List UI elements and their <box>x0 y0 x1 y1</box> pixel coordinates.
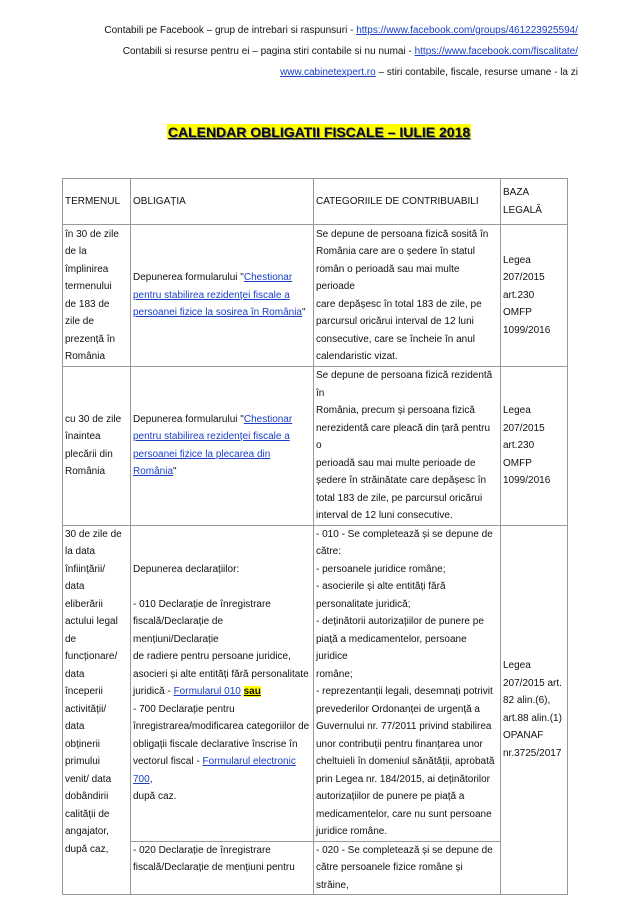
table-row <box>63 841 568 895</box>
cell-line: calendaristic vizat. <box>316 351 398 362</box>
categories-cell <box>314 225 501 367</box>
header-line-facebook-page <box>60 41 578 62</box>
categories-cell <box>314 525 501 841</box>
cell-line: data <box>65 668 85 680</box>
facebook-page-link[interactable]: https://www.facebook.com/fiscalitate/ <box>414 46 578 57</box>
cell-line: perioadă sau mai multe perioade de <box>316 457 476 469</box>
cell-line: dobândirii <box>65 791 109 802</box>
table-row <box>63 525 568 841</box>
form-010-link[interactable]: Formularul 010 <box>173 686 241 697</box>
legal-basis-cell <box>501 525 568 895</box>
term-cell <box>63 367 131 526</box>
cell-line: după caz. <box>133 791 177 802</box>
cell-line: prezență în <box>65 333 116 345</box>
cell-line: Se depune de persoana fizică sosită în <box>316 228 489 240</box>
header-line: LEGALĂ <box>503 204 542 216</box>
cell-line: art.88 alin.(1) <box>503 712 562 724</box>
cell-line: - 010 Declarație de înregistrare <box>133 598 271 610</box>
cell-line: de <box>65 633 77 645</box>
cell-text: juridică - <box>133 686 174 697</box>
cell-line: România <box>65 351 106 362</box>
cell-line: calității de <box>65 808 110 820</box>
cell-line: român o perioadă sau mai multe perioade <box>316 263 460 292</box>
cell-line: - reprezentanții legali, desemnați potrivit <box>316 686 493 697</box>
cell-line: înființării/ <box>65 563 106 575</box>
cell-line: total 183 de zile, pe parcursul oricărui <box>316 492 483 504</box>
cell-line: 82 alin.(6), <box>503 695 551 707</box>
cell-line: termenului <box>65 281 112 292</box>
cell-line: - 700 Declarație pentru <box>133 703 235 715</box>
cell-line: data <box>65 721 85 732</box>
cell-line: la data <box>65 546 96 557</box>
cell-line: piață a medicamentelor, persoane juridice <box>316 633 467 662</box>
cell-line: OMFP <box>503 307 532 319</box>
cell-line: angajator, <box>65 826 109 837</box>
cell-line <box>133 683 311 701</box>
questionnaire-arrival-link[interactable]: Chestionar <box>243 272 293 284</box>
header-text: Contabili pe Facebook – grup de intrebari si raspunsuri - <box>104 25 357 36</box>
cell-line: OPANAF <box>503 730 544 742</box>
questionnaire-departure-link[interactable]: pentru stabilirea rezidenței fiscale a <box>133 431 290 443</box>
header-line-facebook-group <box>60 20 578 41</box>
cell-line: OMFP <box>503 457 532 469</box>
cell-line: zile de <box>65 316 94 327</box>
cell-line: interval de 12 luni consecutive. <box>316 510 453 521</box>
cell-line: - deținătorii autorizațiilor de punere pe <box>316 616 484 627</box>
obligation-cell <box>131 367 314 526</box>
cell-text: , <box>149 773 153 785</box>
page-header <box>60 20 578 83</box>
cell-line: venit/ data <box>65 773 112 785</box>
cell-line: 30 de zile de <box>65 528 122 540</box>
cell-line: - asocierile și alte entități fără <box>316 581 446 592</box>
cell-line: către: <box>316 546 342 557</box>
cell-line: - 010 - Se completează și se depune de <box>316 528 493 540</box>
cell-line: 207/2015 <box>503 422 545 434</box>
cell-line: plecării din <box>65 448 113 460</box>
cell-line: în 30 de zile <box>65 228 119 240</box>
cell-line: autorizațiilor de punere pe piață a <box>316 791 465 802</box>
spacer <box>133 578 311 596</box>
title-text: CALENDAR OBLIGATII FISCALE – IULIE 2018 <box>167 124 471 140</box>
website-link[interactable]: www.cabinetexpert.ro <box>280 67 376 78</box>
cell-line: Guvernului nr. 77/2011 privind stabilirea <box>316 721 492 732</box>
cell-line: 1099/2016 <box>503 475 551 486</box>
cell-line: art.230 <box>503 289 535 301</box>
header-term: TERMENUL <box>63 179 131 225</box>
cell-line: înaintea <box>65 431 101 443</box>
cell-line: de 183 de <box>65 298 110 310</box>
term-cell <box>63 225 131 367</box>
facebook-group-link[interactable]: https://www.facebook.com/groups/461223925594/ <box>356 25 578 36</box>
obligations-table <box>62 178 568 895</box>
categories-cell <box>314 841 501 895</box>
cell-line: România <box>65 466 106 478</box>
cell-line: ședere în străinătate care depășesc în <box>316 475 487 486</box>
cell-line: parcursul oricărui interval de 12 luni <box>316 316 474 327</box>
cell-line: consecutive, care se încheie în anul <box>316 333 475 345</box>
cell-line: juridice române. <box>316 826 388 837</box>
table-row <box>63 225 568 367</box>
cell-line: primului <box>65 756 101 767</box>
highlighted-sau: sau <box>243 686 261 697</box>
cell-line: prin Legea nr. 184/2015, ai deținătorilor <box>316 773 491 785</box>
cell-line: 1099/2016 <box>503 324 551 336</box>
obligation-cell <box>131 525 314 841</box>
cell-text: Depunerea formularului " <box>133 272 244 284</box>
cell-line: România, precum și persoana fizică <box>316 405 475 416</box>
cell-line: cu 30 de zile <box>65 413 122 425</box>
questionnaire-departure-link[interactable]: persoanei fizice la plecarea din România <box>133 448 271 478</box>
table-row <box>63 367 568 526</box>
cell-line: cheltuieli în domeniul sănătății, aprobată <box>316 756 495 767</box>
cell-line: împlinirea <box>65 263 109 275</box>
cell-text: vectorul fiscal - <box>133 756 203 767</box>
cell-line: care depășesc în total 183 de zile, pe <box>316 298 482 310</box>
document-title <box>0 124 638 140</box>
term-cell <box>63 525 131 895</box>
cell-line: după caz, <box>65 843 109 855</box>
cell-line: activității/ <box>65 703 107 715</box>
cell-line: nerezidentă care pleacă din țară pentru o <box>316 422 491 451</box>
cell-line: Se depune de persoana fizică rezidentă în <box>316 370 493 399</box>
cell-line: 207/2015 <box>503 272 545 284</box>
cell-line: fiscală/Declarație de mențiuni/Declarație <box>133 616 224 645</box>
questionnaire-arrival-link[interactable]: persoanei fizice la sosirea în România <box>133 307 302 319</box>
header-obligation: OBLIGAȚIA <box>131 179 314 225</box>
cell-line: 207/2015 art. <box>503 677 562 689</box>
cell-line: române; <box>316 668 353 680</box>
cell-line: personalitate juridică; <box>316 598 411 610</box>
cell-line: Legea <box>503 660 531 672</box>
cell-line: actului legal <box>65 616 118 627</box>
legal-basis-cell <box>501 367 568 526</box>
cell-line: - persoanele juridice române; <box>316 563 446 575</box>
cell-line: medicamentelor, care nu sunt persoane <box>316 808 492 820</box>
cell-line: de la <box>65 246 87 257</box>
cell-line: art.230 <box>503 440 535 451</box>
obligation-cell <box>131 225 314 367</box>
cell-line: eliberării <box>65 598 103 610</box>
cell-line: obligații fiscale declarative înscrise în <box>133 738 298 750</box>
questionnaire-arrival-link[interactable]: pentru stabilirea rezidenței fiscale a <box>133 289 290 301</box>
header-line-website <box>60 62 578 83</box>
cell-line: Legea <box>503 405 531 416</box>
form-700-link[interactable]: Formularul electronic 700 <box>133 756 296 785</box>
cell-line: unor contribuții pentru finanțarea unor <box>316 738 483 750</box>
cell-line: - 020 Declarație de înregistrare <box>133 844 271 856</box>
cell-line: data <box>65 581 85 592</box>
cell-line: de radiere pentru persoane juridice, <box>133 651 291 662</box>
cell-line: asocieri și alte entități fără personalitate <box>133 668 309 680</box>
header-text: – stiri contabile, fiscale, resurse umane - la zi <box>375 67 578 78</box>
cell-line: prevederilor Ordonanței de urgență a <box>316 703 480 715</box>
cell-line: - 020 - Se completează și se depune de <box>316 844 493 856</box>
table-header-row <box>63 179 568 225</box>
legal-basis-cell <box>501 225 568 367</box>
cell-text: " <box>301 307 306 319</box>
cell-line: Depunerea declarațiilor: <box>133 563 240 575</box>
cell-line: începerii <box>65 686 103 697</box>
cell-line <box>133 753 311 788</box>
cell-line: fiscală/Declarație de mențiuni pentru <box>133 862 295 873</box>
categories-cell <box>314 367 501 526</box>
cell-line: Legea <box>503 254 531 266</box>
header-line: BAZA <box>503 187 530 198</box>
cell-line: obținerii <box>65 738 101 750</box>
header-legal-basis <box>501 179 568 225</box>
cell-line: România care are o ședere în statul <box>316 246 475 257</box>
header-text: Contabili si resurse pentru ei – pagina stiri contabile si nu numai - <box>122 46 415 57</box>
header-categories: CATEGORIILE DE CONTRIBUABILI <box>314 179 501 225</box>
cell-line: funcționare/ <box>65 651 118 662</box>
cell-line: nr.3725/2017 <box>503 747 562 759</box>
cell-text: " <box>173 466 177 478</box>
cell-line: către persoanele fizice române și străine, <box>316 862 463 891</box>
questionnaire-departure-link[interactable]: Chestionar <box>243 413 293 425</box>
cell-line: înregistrarea/modificarea categoriilor de <box>133 721 310 732</box>
obligation-cell <box>131 841 314 895</box>
cell-text: Depunerea formularului " <box>133 413 244 425</box>
